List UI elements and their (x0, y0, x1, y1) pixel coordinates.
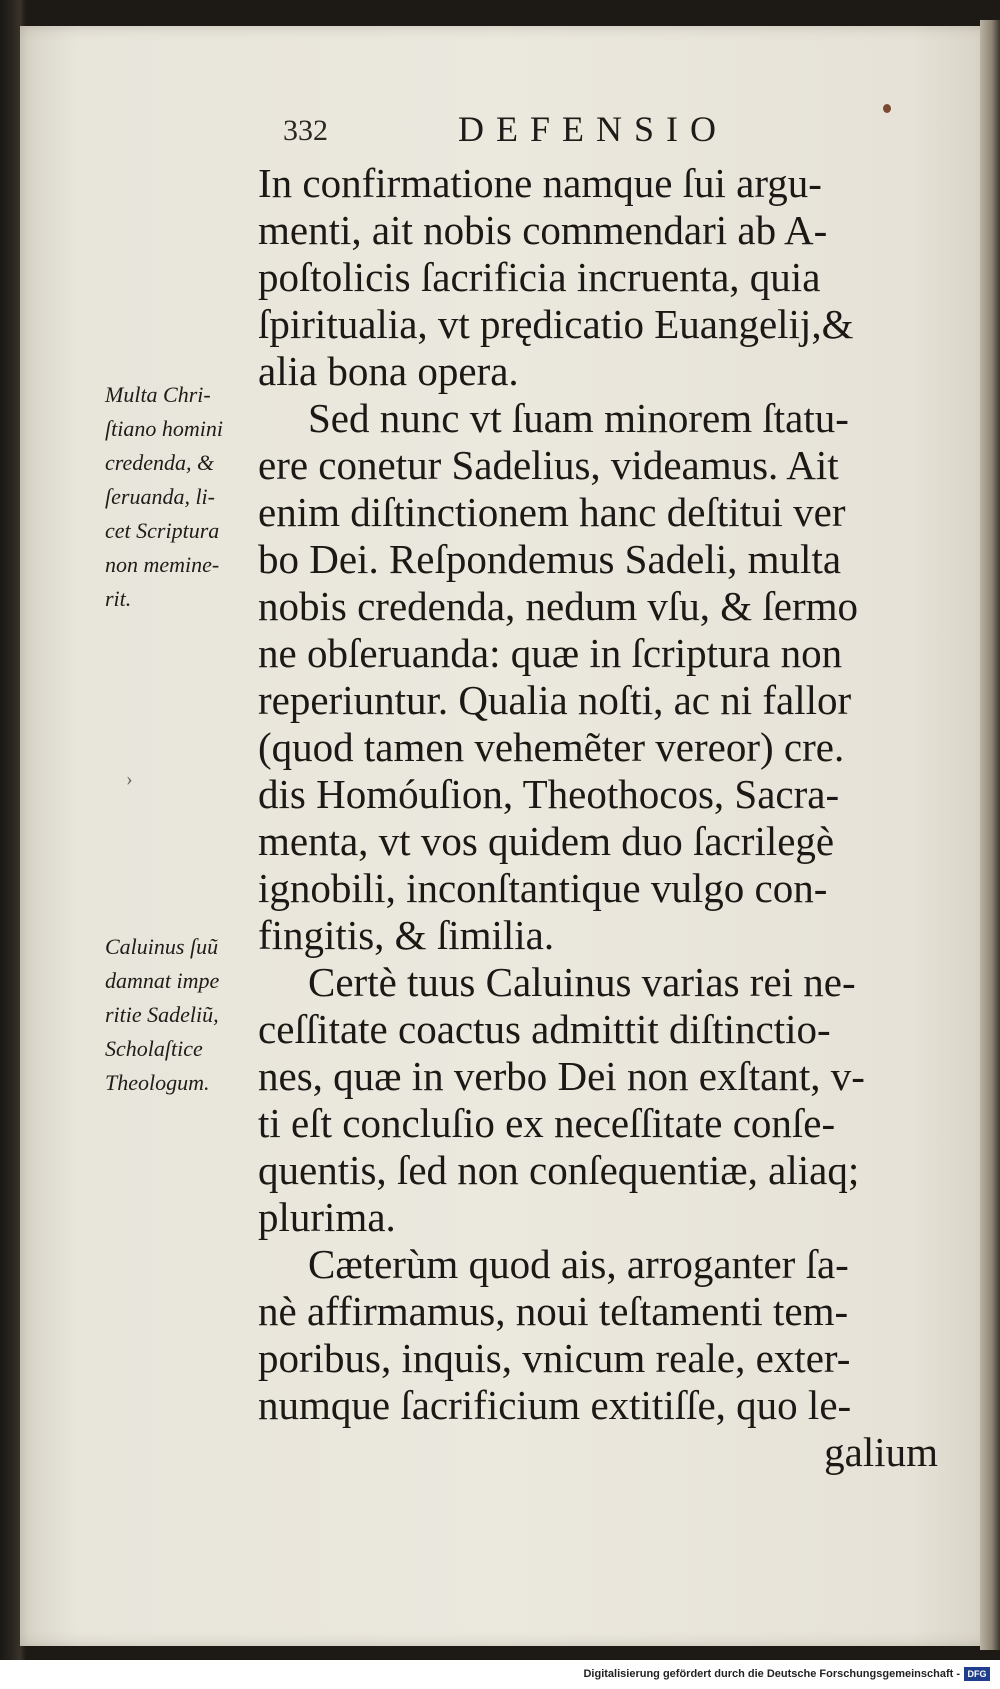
marginal-line: ſtiano homini (105, 416, 223, 441)
text-line: ti eſt concluſio ex neceſſitate conſe- (258, 1100, 836, 1146)
marginal-note-1 (105, 378, 265, 616)
marginal-line: credenda, & (105, 450, 215, 475)
digitization-credit: Digitalisierung gefördert durch die Deutsche Forschungsgemeinschaft - (583, 1668, 960, 1680)
text-line: ignobili, inconſtantique vulgo con- (258, 865, 828, 911)
text-line: reperiuntur. Qualia noſti, ac ni fallor (258, 677, 852, 723)
text-line: alia bona opera. (258, 348, 519, 394)
marginal-line: rit. (105, 586, 132, 611)
text-line: In confirmatione namque ſui argu- (258, 160, 822, 206)
marginal-line: Caluinus ſuũ (105, 934, 219, 959)
text-line: plurima. (258, 1194, 396, 1240)
marginal-line: Scholaſtice (105, 1036, 203, 1061)
text-line: Sed nunc vt ſuam minorem ſtatu- (308, 395, 849, 441)
text-line: poribus, inquis, vnicum reale, exter- (258, 1335, 851, 1381)
marginal-line: ritie Sadeliũ, (105, 1002, 219, 1027)
marginal-line: Multa Chri- (105, 382, 211, 407)
text-line: poſtolicis ſacrificia incruenta, quia (258, 254, 821, 300)
text-line: ceſſitate coactus admittit diſtinctio- (258, 1006, 831, 1052)
margin-mark: › (126, 768, 133, 790)
marginal-note-2 (105, 930, 265, 1100)
text-line: bo Dei. Reſpondemus Sadeli, multa (258, 536, 842, 582)
dfg-logo: DFG (964, 1667, 990, 1681)
catchword: galium (824, 1429, 938, 1475)
text-line: nè affirmamus, noui teſtamenti tem- (258, 1288, 849, 1334)
marginal-line: Theologum. (105, 1070, 210, 1095)
text-line: nes, quæ in verbo Dei non exſtant, v- (258, 1053, 865, 1099)
running-title: DEFENSIO (458, 109, 729, 149)
text-line: Cæterùm quod ais, arroganter ſa- (308, 1241, 849, 1287)
body-text (258, 160, 958, 1476)
text-line: fingitis, & ſimilia. (258, 912, 555, 958)
text-line: menti, ait nobis commendari ab A- (258, 207, 828, 253)
text-line: nobis credenda, nedum vſu, & ſermo (258, 583, 859, 629)
page-edge (980, 20, 1000, 1650)
text-line: quentis, ſed non conſequentiæ, aliaq; (258, 1147, 860, 1193)
marginal-line: cet Scriptura (105, 518, 220, 543)
text-line: enim diſtinctionem hanc deſtitui ver (258, 489, 846, 535)
text-line: (quod tamen vehemẽter vereor) cre. (258, 724, 845, 770)
text-line: ſpiritualia, vt prędicatio Euangelij,& (258, 301, 854, 347)
text-line: numque ſacrificium extitiſſe, quo le- (258, 1382, 852, 1428)
ink-spot (883, 104, 891, 113)
text-line: Certè tuus Caluinus varias rei ne- (308, 959, 856, 1005)
text-line: menta, vt vos quidem duo ſacrilegè (258, 818, 835, 864)
page-number: 332 (283, 114, 328, 147)
marginal-line: non memine- (105, 552, 220, 577)
text-line: dis Homóuſion, Theothocos, Sacra- (258, 771, 840, 817)
marginal-line: damnat impe (105, 968, 220, 993)
marginal-line: ſeruanda, li- (105, 484, 215, 509)
text-line: ere conetur Sadelius, videamus. Ait (258, 442, 839, 488)
footer-bar (0, 1662, 1000, 1689)
text-line: ne obſeruanda: quæ in ſcriptura non (258, 630, 843, 676)
page-header (283, 108, 783, 152)
